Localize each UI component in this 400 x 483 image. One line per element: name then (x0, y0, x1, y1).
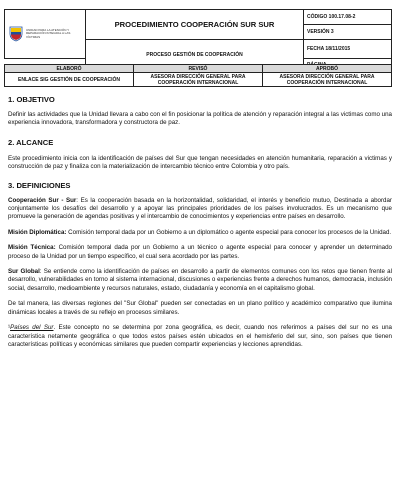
definition-term: Misión Técnica: (8, 244, 56, 252)
definition-mision-diplomatica (8, 229, 392, 237)
document-date: FECHA 18/11/2015 (304, 40, 392, 59)
definition-text: : Se entiende como la identificación de países en desarrollo a partir de elementos comunes con los retos que tienen frente al desarrollo, vulnerabilidades en torno al sistema internacional, discusiones o experiencias frente a derechos humanos, democracia, inclusión social, desarrollo, medioambiente y recursos naturales, estado, ciudadanía y economía en el capitalismo global. (8, 268, 392, 292)
document-version: VERSIÓN 3 (304, 25, 392, 40)
document-code: CÓDIGO 100.17.08-2 (304, 10, 392, 25)
footnote-marker: ¹ (8, 324, 11, 332)
logo-cell (5, 10, 86, 59)
definition-text: Comisión temporal dada por un Gobierno a un técnico o agente especial para conocer y aprender un determinado proceso de la Unidad por un tiempo específico, el cual sera acordado por las partes. (8, 244, 392, 260)
document-title: PROCEDIMIENTO COOPERACIÓN SUR SUR (86, 10, 304, 40)
definition-text: : Es la cooperación basada en la horizontalidad, solidaridad, el interés y beneficio mutuo, Destinada a abordar conjuntamente los desafíos del desarrollo y a apoyar las principales prioridades de los países involucrados. Es un mecanismo que promueve la generación de agendas positivas y el intercambio de conocimientos y experiencias entre países en desarrollo. (8, 196, 392, 221)
colombia-shield-icon (9, 26, 23, 42)
definition-term: Sur Global (8, 268, 40, 276)
role-value-aprobo: ASESORA DIRECCIÓN GENERAL PARA COOPERACIÓN INTERNACIONAL (263, 73, 392, 87)
definition-text: Comisión temporal dada por un Gobierno a un diplomático o agente especial para conocer los procesos de la Unidad. (66, 228, 392, 236)
sur-global-paragraph: De tal manera, las diversas regiones del "Sur Global" pueden ser conectadas en un plano político y académico comparativo que ilumina dinámicas locales a través de su reflejo en procesos similares. (8, 300, 392, 316)
logo-text: UNIDAD PARA LA ATENCIÓN Y REPARACIÓN INTEGRAL A LAS VÍCTIMAS (26, 27, 71, 39)
objetivo-text: Definir las actividades que la Unidad llevara a cabo con el fin posicionar la política de atención y reparación integral a las victimas como una experiencia innovadora, transformadora y constructora de paz. (8, 111, 392, 127)
definition-mision-tecnica (8, 244, 392, 261)
section-heading-alcance: 2. ALCANCE (8, 137, 54, 147)
definition-cooperacion-sur-sur (8, 197, 392, 222)
role-header-reviso: REVISÓ (134, 65, 263, 73)
section-heading-objetivo: 1. OBJETIVO (8, 95, 55, 104)
document-body (8, 95, 392, 349)
approval-table (4, 64, 392, 87)
role-header-elaboro: ELABORÓ (5, 65, 134, 73)
footnote-paises-del-sur (8, 324, 392, 349)
definition-sur-global (8, 268, 392, 293)
unidad-logo (5, 26, 85, 42)
definition-term: Cooperación Sur - Sur (8, 196, 77, 204)
process-name: PROCESO GESTIÓN DE COOPERACIÓN (86, 40, 304, 71)
role-header-aprobo: APROBÓ (263, 65, 392, 73)
footnote-term: Países del Sur (10, 324, 54, 332)
role-value-elaboro: ENLACE SIG GESTIÓN DE COOPERACIÓN (5, 73, 134, 87)
role-value-reviso: ASESORA DIRECCIÓN GENERAL PARA COOPERACIÓN INTERNACIONAL (134, 73, 263, 87)
footnote-text: . Este concepto no se determina por zona geográfica, es decir, cuando nos referimos a países del sur no es una característica netamente geográfica o que todos estos países estén ubicados en el hemisferio del sur, sino, son países que tienen características políticas y económicas similares que pueden compartir experiencias y lecciones aprendidas. (8, 324, 392, 348)
document-header-table (4, 9, 392, 71)
section-heading-definiciones: 3. DEFINICIONES (8, 180, 71, 190)
definition-term: Misión Diplomática: (8, 228, 67, 236)
alcance-text: Este procedimiento inicia con la identificación de países del Sur que tengan necesidades en atención humanitaria, reparación a victimas y construcción de paz y finaliza con la materialización de intercambio técnico entre Colombia y otro país. (8, 154, 392, 171)
